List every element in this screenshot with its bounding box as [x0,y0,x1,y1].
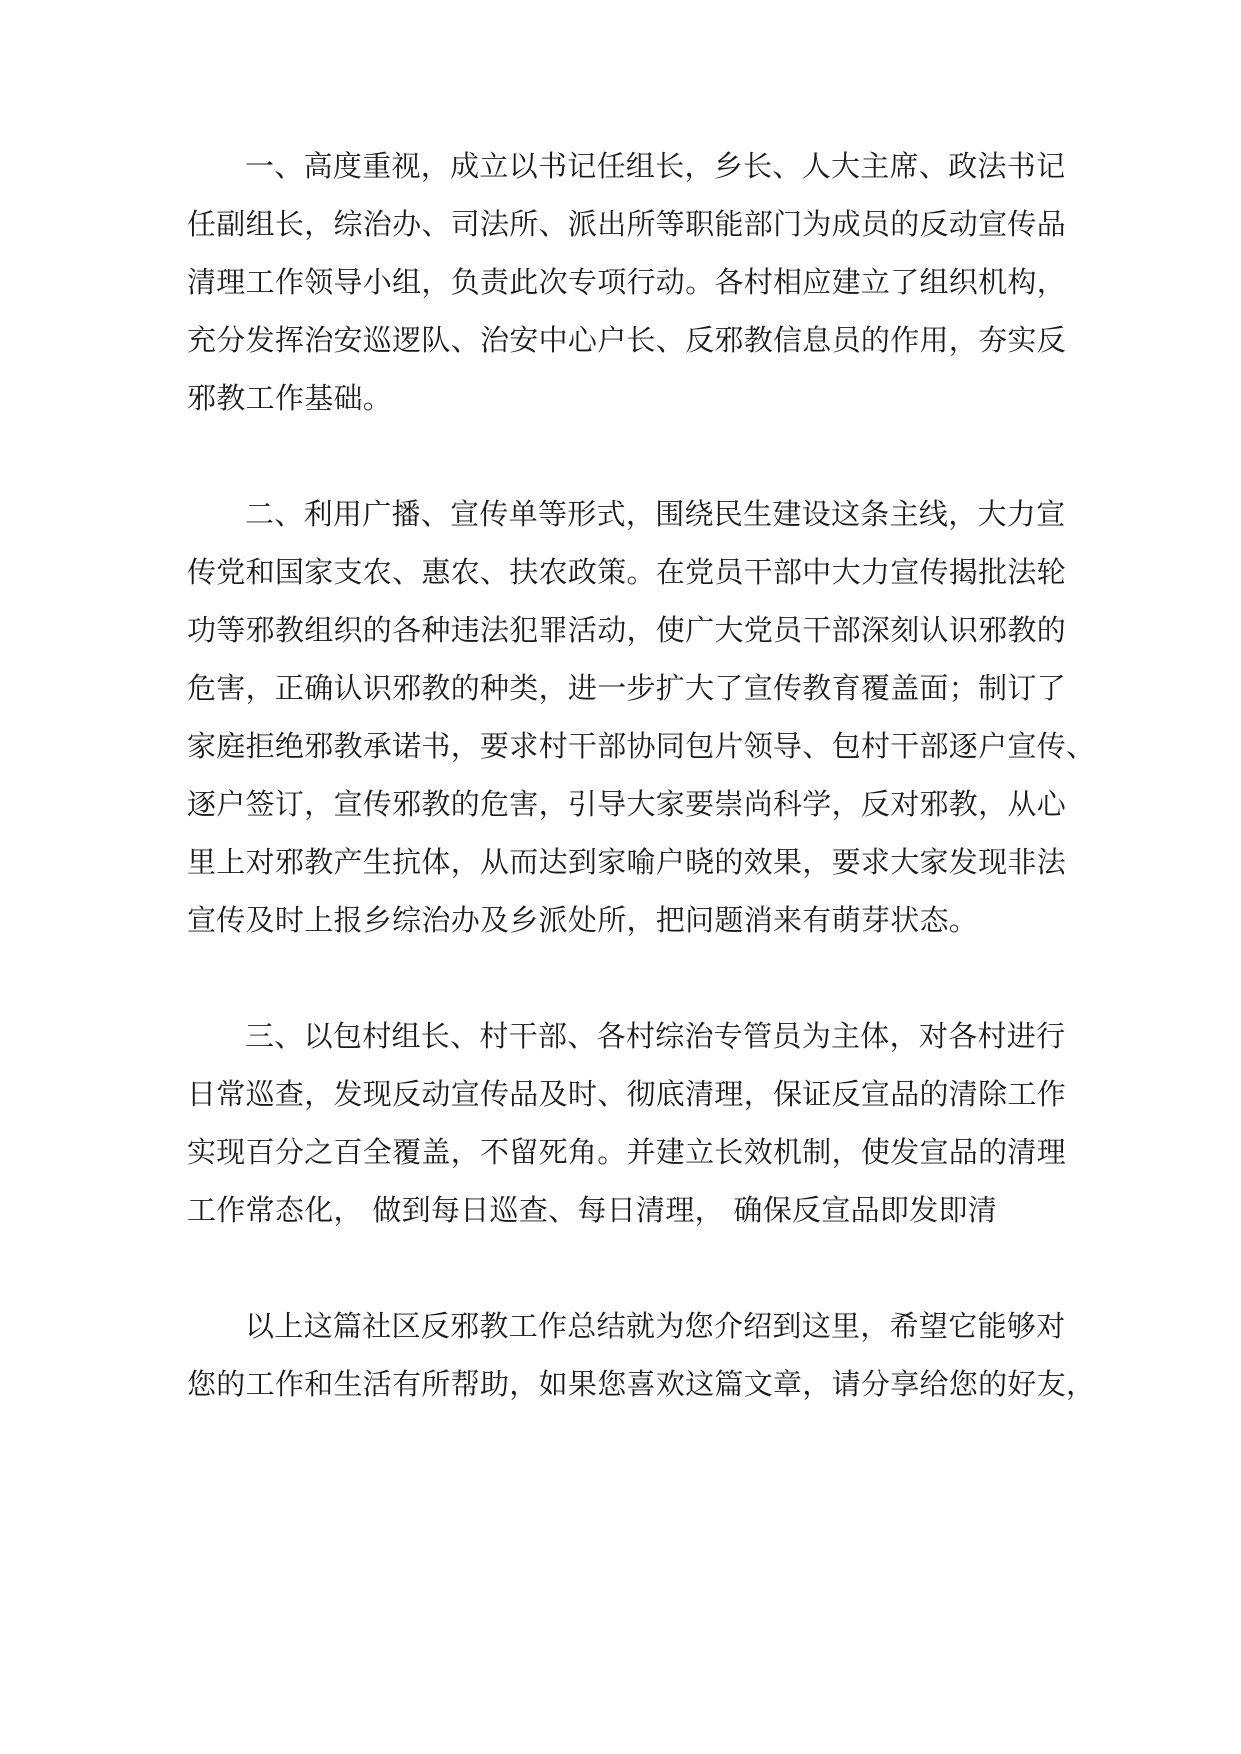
text-line: 传党和国家支农、惠农、扶农政策。在党员干部中大力宣传揭批法轮 [187,555,1067,589]
text-line: 实现百分之百全覆盖，不留死角。并建立长效机制，使发宣品的清理 [187,1135,1067,1169]
text-line: 家庭拒绝邪教承诺书，要求村干部协同包片领导、包村干部逐户宣传、 [187,729,1096,763]
text-line: 一、高度重视，成立以书记任组长，乡长、人大主席、政法书记 [245,149,1066,183]
text-line: 三、以包村组长、村干部、各村综治专管员为主体，对各村进行 [245,1019,1066,1053]
text-line: 里上对邪教产生抗体，从而达到家喻户晓的效果，要求大家发现非法 [187,845,1067,879]
text-line: 逐户签订，宣传邪教的危害，引导大家要崇尚科学，反对邪教，从心 [187,787,1067,821]
text-line: 宣传及时上报乡综治办及乡派处所，把问题消来有萌芽状态。 [187,903,979,937]
text-line: 清理工作领导小组，负责此次专项行动。各村相应建立了组织机构， [187,265,1067,299]
text-line: 危害，正确认识邪教的种类，进一步扩大了宣传教育覆盖面；制订了 [187,671,1067,705]
text-line: 功等邪教组织的各种违法犯罪活动，使广大党员干部深刻认识邪教的 [187,613,1067,647]
text-line: 工作常态化， 做到每日巡查、每日清理， 确保反宣品即发即清 [187,1193,998,1227]
text-line: 充分发挥治安巡逻队、治安中心户长、反邪教信息员的作用，夯实反 [187,323,1067,357]
text-line: 以上这篇社区反邪教工作总结就为您介绍到这里，希望它能够对 [245,1309,1066,1343]
text-line: 邪教工作基础。 [187,381,393,415]
text-line: 二、利用广播、宣传单等形式，围绕民生建设这条主线，大力宣 [245,497,1066,531]
text-line: 日常巡查，发现反动宣传品及时、彻底清理，保证反宣品的清除工作 [187,1077,1067,1111]
text-line: 任副组长，综治办、司法所、派出所等职能部门为成员的反动宣传品 [187,207,1067,241]
text-line: 您的工作和生活有所帮助，如果您喜欢这篇文章，请分享给您的好友， [187,1367,1096,1401]
